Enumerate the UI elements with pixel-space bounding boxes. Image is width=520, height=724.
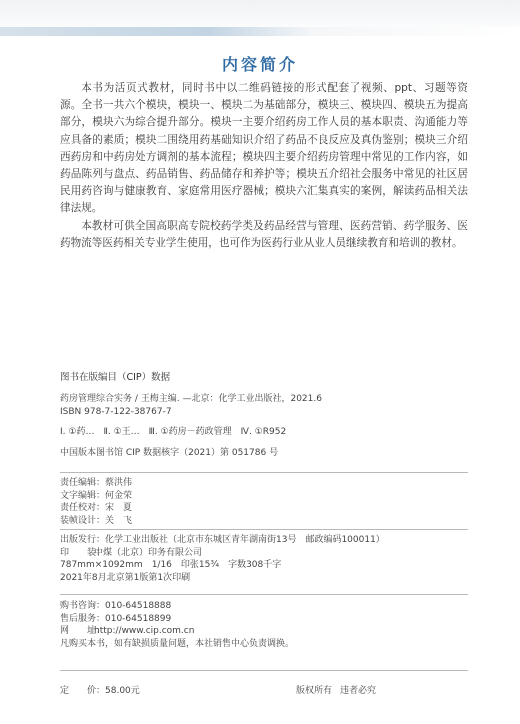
website-label: 网 址： [60,626,106,637]
cip-heading: 图书在版编目（CIP）数据 [60,372,171,383]
price-value: 58.00元 [105,686,140,696]
editor-text: 文字编辑：何金荣 [60,490,133,501]
intro-paragraph-1: 本书为活页式教材，同时书中以二维码链接的形式配套了视频、ppt、习题等资源。全书一共六个模块，模块一、模块二为基础部分，模块三、模块四、模块五为提高部分，模块六为综合提升部分。模块一主要介绍药房工作人员的基本职责、沟通能力等应具备的素质；模块二围绕用药基础知识介绍了药品不良反应及真伪鉴别；模块三介绍西药房和中药房处方调剂的基本流程；模块四主要介绍药房管理中常见的工作内容，如药品陈列与盘点、药品销售、药品储存和养护等；模块五介绍社会服务中常见的社区居民用药咨询与健康教育、家庭常用医疗器械；模块六汇集真实的案例，解读药品相关法律法规。 [60,82,468,215]
printer-label: 印 装： [60,547,106,558]
rights-notice [296,683,384,696]
service-phone: 售后服务：010-64518899 [60,613,172,624]
price-label: 定 价： [60,686,106,696]
cip-classification: Ⅰ. ①药… Ⅱ. ①王… Ⅲ. ①药房－药政管理 Ⅳ. ①R952 [60,427,287,437]
divider [60,670,468,671]
page-title: 内容简介 [221,55,298,74]
book-spec: 787mm×1092mm 1/16 印张15¾ 字数308千字 [60,560,282,571]
publisher-info: 出版发行：化学工业出版社（北京市东城区青年湖南街13号 邮政编码100011） [60,535,385,545]
edition-info: 2021年8月北京第1版第1次印刷 [60,572,191,583]
designer: 装帧设计：关 飞 [60,515,133,526]
rights-text-1: 版权所有 [296,686,333,696]
rights-text-2: 违者必究 [340,686,377,696]
decorative-stripe [0,27,520,36]
cip-isbn: ISBN 978-7-122-38767-7 [60,406,172,417]
contact-section [60,600,468,650]
divider [60,472,468,473]
divider [60,594,468,595]
proofreader: 责任校对：宋 夏 [60,503,133,514]
website-row [60,625,468,638]
editors-section [60,477,468,527]
return-notice: 凡购买本书，如有缺损质量问题，本社销售中心负责调换。 [60,638,295,649]
cip-title-line: 药房管理综合实务 / 王梅主编. —北京：化学工业出版社，2021.6 [60,394,322,404]
cip-record-number: 中国版本图书馆 CIP 数据核字（2021）第 051786 号 [60,447,279,458]
cip-section [60,369,468,459]
website-link[interactable]: http://www.cip.com.cn [94,626,195,637]
intro-section [60,80,468,252]
printer-value: 中煤（北京）印务有限公司 [94,547,203,558]
divider [60,529,468,530]
printer-row [60,547,468,560]
editor-responsible: 责任编辑：蔡洪伟 [60,478,133,488]
publisher-section [60,534,468,584]
intro-paragraph-2: 本教材可供全国高职高专院校药学类及药品经营与管理、医药营销、药学服务、医药物流等医药相关专业学生使用，也可作为医药行业从业人员继续教育和培训的教材。 [60,219,468,249]
price-footer [60,683,468,696]
sales-phone: 购书咨询：010-64518888 [60,601,172,611]
